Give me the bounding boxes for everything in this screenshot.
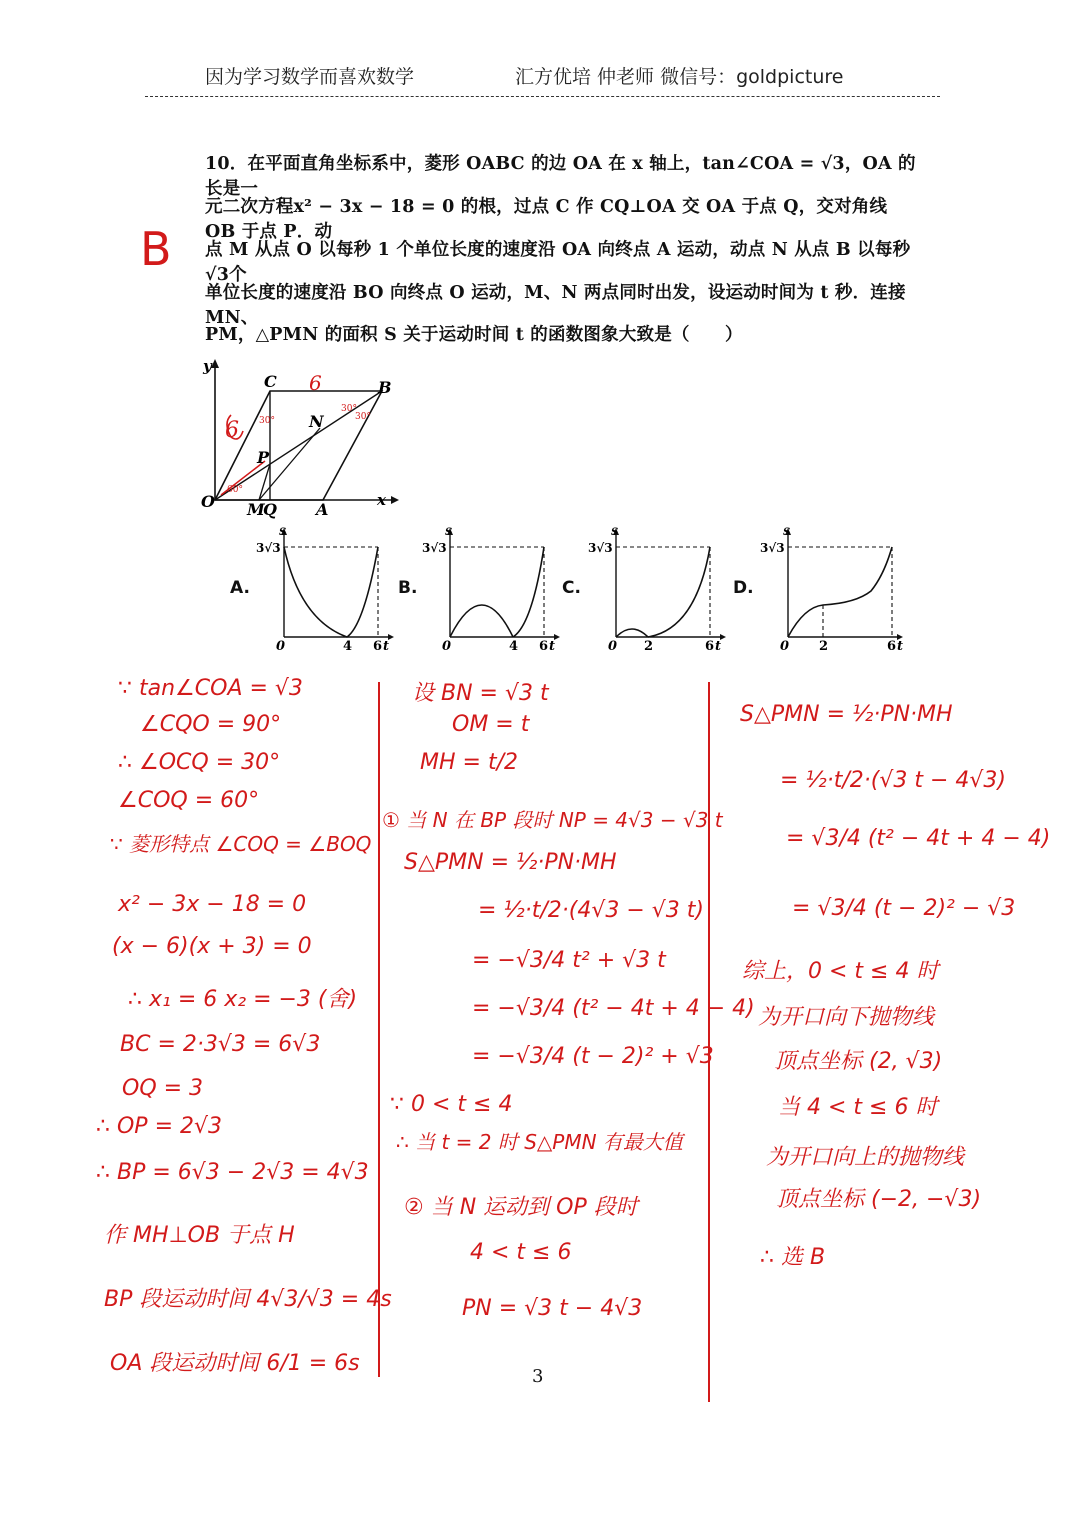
- sol-col1-line-2: ∠CQO = 90°: [140, 712, 282, 737]
- option-c-tick-0: 0: [608, 639, 618, 653]
- sol-col3-line-10: 顶点坐标 (−2, −√3): [776, 1187, 982, 1212]
- sol-col2-line-7: = −√3/4 t² + √3 t: [472, 948, 666, 973]
- sol-col2-line-9: = −√3/4 (t − 2)² + √3: [472, 1044, 714, 1069]
- sol-col2-line-5: S△PMN = ½·PN·MH: [404, 850, 617, 875]
- sol-col2-line-11: ∴ 当 t = 2 时 S△PMN 有最大值: [396, 1130, 683, 1154]
- fig-label-p: P: [257, 448, 270, 467]
- option-c-tick-2: 2: [644, 639, 654, 653]
- sol-col3-line-8: 当 4 < t ≤ 6 时: [778, 1095, 938, 1120]
- option-d-ymax: 3√3: [760, 541, 785, 555]
- rhombus-figure: [195, 355, 405, 520]
- header-divider: [145, 96, 940, 97]
- option-a-label: A.: [230, 578, 250, 598]
- option-b-tick-0: 0: [442, 639, 452, 653]
- fig-anno-b1: 30°: [341, 404, 357, 414]
- sol-col2-line-6: = ½·t/2·(4√3 − √3 t): [478, 898, 705, 923]
- question-line-5: PM，△PMN 的面积 S 关于运动时间 t 的函数图象大致是（ ）: [205, 325, 743, 345]
- option-c-tick-6: 6: [705, 639, 715, 653]
- column-divider-1: [378, 682, 380, 1377]
- sol-col1-line-13: 作 MH⊥OB 于点 H: [104, 1223, 295, 1248]
- option-a-tick-6: 6: [373, 639, 383, 653]
- fig-anno-o: 60°: [227, 485, 243, 495]
- option-c-graph: [584, 525, 729, 653]
- question-line-1: 10．在平面直角坐标系中，菱形 OABC 的边 OA 在 x 轴上，tan∠COA = √3，OA 的长是一: [205, 154, 916, 199]
- option-d-tick-0: 0: [780, 639, 790, 653]
- option-a-t: t: [383, 639, 390, 653]
- fig-anno-cb: 6: [309, 371, 322, 395]
- sol-col1-line-10: OQ = 3: [122, 1076, 204, 1101]
- option-a-tick-0: 0: [276, 639, 286, 653]
- option-c-label: C.: [562, 578, 581, 598]
- fig-anno-b2: 30°: [355, 412, 371, 422]
- sol-col1-line-7: (x − 6)(x + 3) = 0: [112, 934, 312, 959]
- sol-col1-line-11: ∴ OP = 2√3: [96, 1114, 223, 1139]
- option-c-s: S: [611, 527, 619, 538]
- sol-col1-line-15: OA 段运动时间 6/1 = 6s: [110, 1351, 360, 1376]
- sol-col2-line-12: ② 当 N 运动到 OP 段时: [404, 1195, 638, 1220]
- page-number: 3: [532, 1366, 544, 1387]
- fig-label-y: y: [203, 357, 212, 375]
- fig-label-x: x: [377, 491, 386, 509]
- option-d-s: S: [783, 527, 791, 538]
- option-a-tick-4: 4: [343, 639, 353, 653]
- sol-col1-line-5: ∵ 菱形特点 ∠COQ = ∠BOQ: [110, 832, 372, 856]
- sol-col1-line-4: ∠COQ = 60°: [118, 788, 260, 813]
- fig-label-o: O: [201, 492, 215, 511]
- sol-col1-line-12: ∴ BP = 6√3 − 2√3 = 4√3: [96, 1160, 369, 1185]
- option-a-s: S: [279, 527, 287, 538]
- option-a-ymax: 3√3: [256, 541, 281, 555]
- sol-col2-line-10: ∵ 0 < t ≤ 4: [390, 1092, 513, 1117]
- option-b-s: S: [445, 527, 453, 538]
- sol-col3-line-11: ∴ 选 B: [760, 1245, 826, 1270]
- sol-col2-line-13: 4 < t ≤ 6: [470, 1240, 572, 1265]
- sol-col1-line-3: ∴ ∠OCQ = 30°: [118, 750, 281, 775]
- option-a-graph: [252, 525, 397, 653]
- sol-col2-line-3: MH = t/2: [420, 750, 518, 775]
- fig-label-a: A: [316, 500, 329, 519]
- option-b-tick-4: 4: [509, 639, 519, 653]
- sol-col3-line-9: 为开口向上的抛物线: [766, 1145, 965, 1170]
- sol-col2-line-8: = −√3/4 (t² − 4t + 4 − 4): [472, 996, 755, 1021]
- sol-col3-line-6: 为开口向下抛物线: [758, 1005, 935, 1030]
- option-b-label: B.: [398, 578, 418, 598]
- option-d-t: t: [897, 639, 904, 653]
- column-divider-2: [708, 682, 710, 1402]
- fig-label-c: C: [264, 372, 277, 391]
- option-d-label: D.: [733, 578, 754, 598]
- header-right: 汇方优培 仲老师 微信号：goldpicture: [515, 66, 844, 88]
- sol-col3-line-5: 综上，0 < t ≤ 4 时: [742, 959, 939, 984]
- option-b-graph: [418, 525, 563, 653]
- header-left: 因为学习数学而喜欢数学: [205, 66, 415, 88]
- sol-col3-line-2: = ½·t/2·(√3 t − 4√3): [780, 768, 1007, 793]
- sol-col2-line-14: PN = √3 t − 4√3: [462, 1296, 643, 1321]
- question-line-3: 点 M 从点 O 以每秒 1 个单位长度的速度沿 OA 向终点 A 运动，动点 N 从点 B 以每秒√3个: [205, 240, 911, 285]
- option-c-ymax: 3√3: [588, 541, 613, 555]
- sol-col1-line-6: x² − 3x − 18 = 0: [118, 892, 307, 917]
- sol-col3-line-1: S△PMN = ½·PN·MH: [740, 702, 953, 727]
- option-b-ymax: 3√3: [422, 541, 447, 555]
- sol-col3-line-7: 顶点坐标 (2, √3): [774, 1049, 943, 1074]
- sol-col3-line-4: = √3/4 (t − 2)² − √3: [792, 896, 1016, 921]
- fig-anno-c: 30°: [259, 416, 275, 426]
- sol-col1-line-1: ∵ tan∠COA = √3: [118, 676, 303, 701]
- sol-col1-line-9: BC = 2·3√3 = 6√3: [120, 1032, 321, 1057]
- option-d-tick-2: 2: [819, 639, 829, 653]
- option-d-graph: [756, 525, 906, 653]
- fig-label-m: M: [247, 500, 265, 519]
- sol-col1-line-8: ∴ x₁ = 6 x₂ = −3 (舍): [128, 987, 358, 1012]
- sol-col1-line-14: BP 段运动时间 4√3/√3 = 4s: [104, 1287, 392, 1312]
- fig-label-b: B: [378, 378, 392, 397]
- handwritten-answer: B: [140, 222, 172, 276]
- sol-col2-line-1: 设 BN = √3 t: [412, 681, 549, 706]
- fig-label-q: Q: [263, 500, 277, 519]
- option-d-tick-6: 6: [887, 639, 897, 653]
- question-line-4: 单位长度的速度沿 BO 向终点 O 运动，M、N 两点同时出发，设运动时间为 t 秒．连接 MN、: [205, 283, 906, 328]
- sol-col2-line-2: OM = t: [452, 712, 530, 737]
- fig-label-n: N: [309, 412, 324, 431]
- option-c-t: t: [715, 639, 722, 653]
- fig-anno-oc: 6: [225, 418, 239, 443]
- option-b-tick-6: 6: [539, 639, 549, 653]
- question-line-2: 元二次方程x² − 3x − 18 = 0 的根，过点 C 作 CQ⊥OA 交 OA 于点 Q，交对角线 OB 于点 P．动: [205, 197, 888, 242]
- sol-col2-line-4: ① 当 N 在 BP 段时 NP = 4√3 − √3 t: [382, 808, 723, 832]
- option-b-t: t: [549, 639, 556, 653]
- sol-col3-line-3: = √3/4 (t² − 4t + 4 − 4): [786, 826, 1051, 851]
